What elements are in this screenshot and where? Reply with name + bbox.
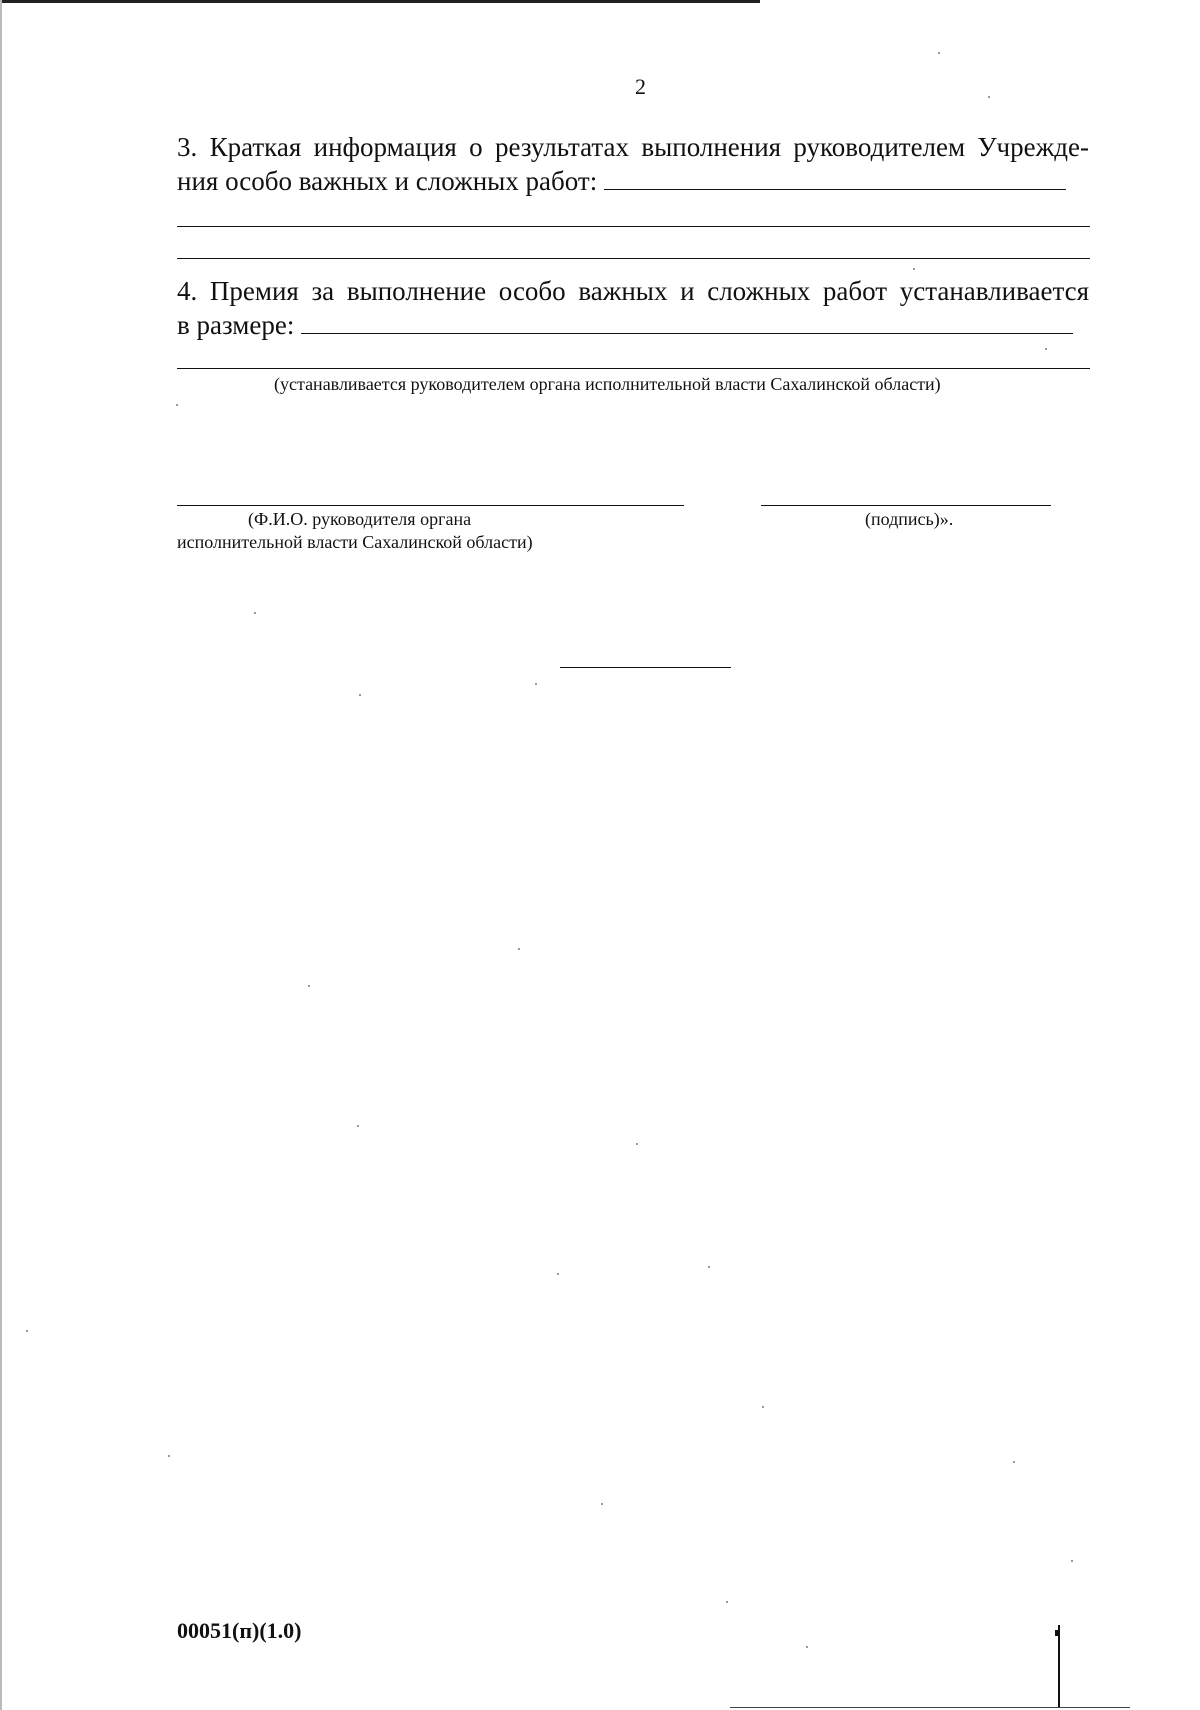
scan-speck [308, 985, 310, 987]
scan-speck [636, 1143, 638, 1145]
scan-speck [1045, 348, 1047, 350]
section-3-fill-blank[interactable] [604, 188, 1066, 190]
scan-speck [176, 404, 178, 406]
section-4-line-1: 4. Премия за выполнение особо важных и сложных работ устанавливается [177, 276, 1089, 306]
section-3-fill-line-1[interactable] [177, 226, 1090, 227]
name-caption-line-2: исполнительной власти Сахалинской области) [177, 532, 533, 552]
section-3-line-2-text: ния особо важных и сложных работ: [177, 166, 598, 196]
name-caption-line-1: (Ф.И.О. руководителя органа [248, 509, 472, 529]
scan-speck [535, 683, 537, 685]
page-number: 2 [635, 74, 646, 99]
scan-speck [726, 1601, 728, 1603]
signature-caption: (подпись)». [865, 509, 954, 529]
document-code: 00051(п)(1.0) [177, 1618, 302, 1643]
scan-edge-top [0, 0, 760, 3]
scan-speck [518, 948, 520, 950]
scan-speck [26, 1330, 28, 1332]
signature-line[interactable] [761, 505, 1051, 506]
bonus-note-caption: (устанавливается руководителем органа исполнительной власти Сахалинской области) [274, 374, 941, 394]
section-4-fill-blank[interactable] [301, 332, 1073, 334]
scan-edge-left [0, 0, 2, 1710]
end-of-document-rule [560, 667, 731, 668]
section-4-paragraph [177, 274, 1089, 342]
scan-speck [708, 1266, 710, 1268]
section-4-line-2 [177, 308, 1089, 342]
section-3-line-2 [177, 164, 1089, 198]
scan-speck [988, 96, 990, 98]
scan-speck [601, 1503, 603, 1505]
scan-speck [938, 52, 940, 54]
scan-speck [913, 268, 915, 270]
scan-speck [1071, 1560, 1073, 1562]
section-3-line-1: 3. Краткая информация о результатах выполнения руководителем Учрежде- [177, 132, 1089, 162]
scan-speck [1013, 1461, 1015, 1463]
scan-speck [254, 612, 256, 614]
scan-edge-bottom [730, 1707, 1130, 1708]
scan-speck [806, 1646, 808, 1648]
section-4-fill-line[interactable] [177, 368, 1090, 369]
scan-speck [762, 1406, 764, 1408]
scan-speck [357, 1125, 359, 1127]
scan-speck [557, 1273, 559, 1275]
scan-speck [359, 694, 361, 696]
scan-speck [168, 1455, 170, 1457]
name-signature-line[interactable] [177, 505, 684, 506]
section-4-line-2-text: в размере: [177, 310, 295, 340]
section-3-paragraph [177, 130, 1089, 198]
section-3-fill-line-2[interactable] [177, 258, 1090, 259]
scan-mark-right [1058, 1625, 1060, 1707]
